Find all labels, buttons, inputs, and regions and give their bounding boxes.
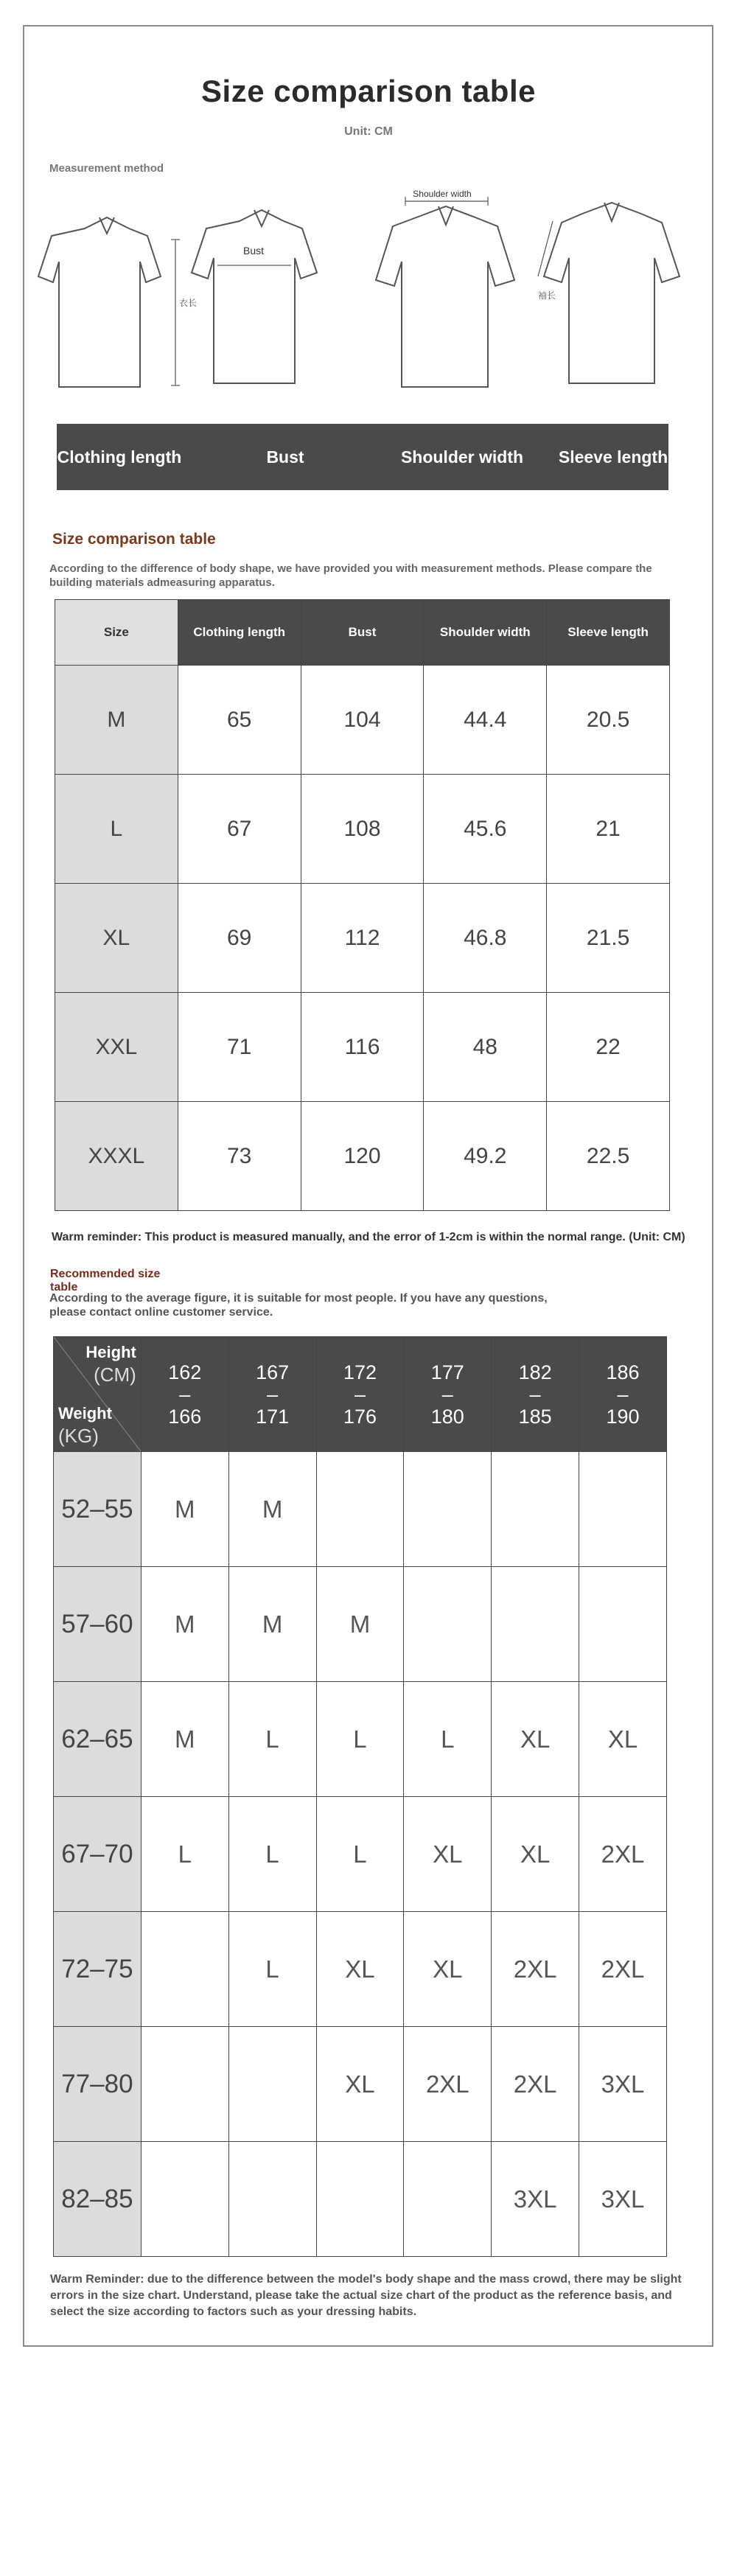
size-cell	[141, 2142, 228, 2257]
height-range: 182 – 185	[492, 1337, 579, 1452]
size-cell: 3XL	[579, 2142, 667, 2257]
height-range: 172 – 176	[316, 1337, 404, 1452]
table-cell: 104	[301, 666, 424, 775]
table-cell: 20.5	[547, 666, 670, 775]
table-row	[54, 1682, 667, 1797]
size-cell	[228, 2027, 316, 2142]
measure-shoulder-width: Shoulder width	[400, 447, 524, 467]
table-cell: 21.5	[547, 884, 670, 993]
table-cell: 73	[178, 1102, 301, 1211]
size-cell: XL	[492, 1797, 579, 1912]
size-cell	[316, 1452, 404, 1567]
weight-cell: 82–85	[54, 2142, 142, 2257]
measurement-bar	[57, 424, 668, 490]
size-cell: M	[141, 1452, 228, 1567]
height-range: 167 – 171	[228, 1337, 316, 1452]
size-cell: 3XL	[579, 2027, 667, 2142]
header-shoulder-width: Shoulder width	[424, 600, 547, 666]
table-cell: 65	[178, 666, 301, 775]
header-sleeve-length: Sleeve length	[547, 600, 670, 666]
size-cell: 2XL	[492, 1912, 579, 2027]
size-cell	[404, 1452, 492, 1567]
recommended-size-table	[53, 1336, 667, 2257]
size-cell: L	[55, 775, 178, 884]
table-cell: 45.6	[424, 775, 547, 884]
size-cell: L	[316, 1797, 404, 1912]
weight-cell: 77–80	[54, 2027, 142, 2142]
shirt-length-illustration	[38, 217, 180, 387]
measurement-diagram	[37, 188, 700, 398]
table-cell: 67	[178, 775, 301, 884]
weight-cell: 67–70	[54, 1797, 142, 1912]
measure-bust: Bust	[266, 447, 304, 467]
length-label: 衣长	[179, 298, 198, 308]
size-cell: L	[316, 1682, 404, 1797]
shoulder-label: Shoulder width	[413, 189, 472, 199]
header-size: Size	[55, 600, 178, 666]
table-cell: 112	[301, 884, 424, 993]
size-cell: L	[228, 1912, 316, 2027]
table-cell: 71	[178, 993, 301, 1102]
size-section-title: Size comparison table	[52, 531, 216, 548]
table-row	[55, 993, 670, 1102]
unit-label: Unit: CM	[344, 125, 393, 138]
shirt-sleeve-illustration	[538, 203, 680, 383]
size-cell	[141, 1912, 228, 2027]
height-range: 186 – 190	[579, 1337, 667, 1452]
table-row	[54, 1912, 667, 2027]
recommend-section-description: According to the average figure, it is suitable for most people. If you have any questions, please contact online customer service.	[49, 1292, 548, 1319]
size-cell: 2XL	[492, 2027, 579, 2142]
recommend-section-title: Recommended size table	[50, 1268, 161, 1294]
size-cell: L	[228, 1797, 316, 1912]
size-table	[55, 599, 670, 1211]
measure-sleeve-length: Sleeve length	[558, 447, 668, 467]
weight-cell: 57–60	[54, 1567, 142, 1682]
table-cell: 120	[301, 1102, 424, 1211]
warm-reminder-fit: Warm Reminder: due to the difference between the model's body shape and the mass crowd, there may be slight errors in the size chart. Understand, please take the actual size chart of the product as the reference basis, and select the size according to factors such as your dressing habits.	[50, 2273, 682, 2318]
table-row	[54, 1797, 667, 1912]
size-cell: M	[228, 1567, 316, 1682]
size-cell: M	[228, 1452, 316, 1567]
size-cell: XL	[404, 1912, 492, 2027]
size-cell	[141, 2027, 228, 2142]
measurement-method-label: Measurement method	[49, 162, 164, 175]
page-title: Size comparison table	[201, 74, 536, 108]
size-cell: L	[228, 1682, 316, 1797]
size-cell: 2XL	[579, 1797, 667, 1912]
size-cell	[404, 1567, 492, 1682]
table-cell: 21	[547, 775, 670, 884]
height-range: 162 – 166	[141, 1337, 228, 1452]
size-cell: XXL	[55, 993, 178, 1102]
header-clothing-length: Clothing length	[178, 600, 301, 666]
table-cell: 116	[301, 993, 424, 1102]
size-cell: M	[141, 1567, 228, 1682]
size-cell: 3XL	[492, 2142, 579, 2257]
size-cell	[492, 1452, 579, 1567]
size-cell	[579, 1452, 667, 1567]
table-cell: 46.8	[424, 884, 547, 993]
table-cell: 44.4	[424, 666, 547, 775]
size-cell: 2XL	[579, 1912, 667, 2027]
size-cell	[579, 1567, 667, 1682]
size-cell: M	[316, 1567, 404, 1682]
size-cell	[228, 2142, 316, 2257]
size-cell	[492, 1567, 579, 1682]
table-row	[55, 666, 670, 775]
size-cell: XL	[579, 1682, 667, 1797]
table-cell: 22	[547, 993, 670, 1102]
weight-cell: 62–65	[54, 1682, 142, 1797]
size-table-header	[55, 600, 670, 666]
corner-cell	[54, 1337, 142, 1452]
corner-weight: Weight (KG)	[58, 1404, 112, 1447]
size-cell: M	[141, 1682, 228, 1797]
size-cell: XL	[316, 1912, 404, 2027]
size-cell: XL	[316, 2027, 404, 2142]
size-cell: XXXL	[55, 1102, 178, 1211]
size-cell: L	[404, 1682, 492, 1797]
table-cell: 49.2	[424, 1102, 547, 1211]
size-cell: XL	[492, 1682, 579, 1797]
size-cell: M	[55, 666, 178, 775]
table-row	[55, 775, 670, 884]
weight-cell: 72–75	[54, 1912, 142, 2027]
corner-height: Height (CM)	[85, 1343, 136, 1386]
table-cell: 22.5	[547, 1102, 670, 1211]
table-row	[55, 1102, 670, 1211]
table-cell: 108	[301, 775, 424, 884]
size-cell	[316, 2142, 404, 2257]
bust-label: Bust	[243, 245, 265, 256]
shirt-bust-illustration	[192, 210, 317, 383]
weight-cell: 52–55	[54, 1452, 142, 1567]
sleeve-label: 袖长	[538, 290, 556, 301]
size-cell	[404, 2142, 492, 2257]
size-cell: XL	[55, 884, 178, 993]
size-section-description: According to the difference of body shape, we have provided you with measurement methods. Please compare the building materials admeasuring apparatus.	[49, 562, 652, 589]
table-row	[54, 2142, 667, 2257]
size-cell: 2XL	[404, 2027, 492, 2142]
shirt-shoulder-illustration	[376, 197, 514, 387]
size-cell: XL	[404, 1797, 492, 1912]
warm-reminder-measurement: Warm reminder: This product is measured manually, and the error of 1-2cm is within the normal range. (Unit: CM)	[52, 1231, 685, 1243]
header-bust: Bust	[301, 600, 424, 666]
table-row	[54, 2027, 667, 2142]
table-row	[55, 884, 670, 993]
table-row	[54, 1452, 667, 1567]
height-header-row	[54, 1337, 667, 1452]
height-range: 177 – 180	[404, 1337, 492, 1452]
size-cell: L	[141, 1797, 228, 1912]
table-cell: 69	[178, 884, 301, 993]
table-row	[54, 1567, 667, 1682]
measure-clothing-length: Clothing length	[57, 447, 182, 467]
table-cell: 48	[424, 993, 547, 1102]
